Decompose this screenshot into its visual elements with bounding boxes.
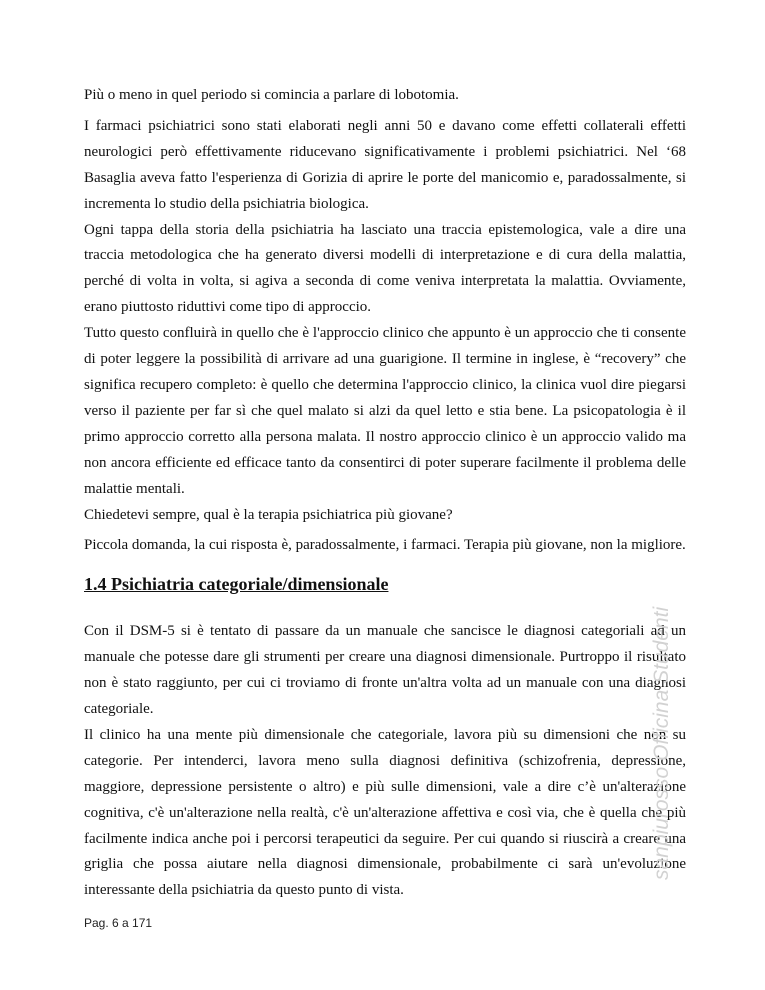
page-number: Pag. 6 a 171 (84, 916, 153, 930)
paragraph-clinical-approach: Tutto questo confluirà in quello che è l'approccio clinico che appunto è un approccio che ti consente di poter leggere la possibilità di arrivare ad una guarigione. Il termine in inglese, è “recovery” che significa recupero completo: è quello che determina l'approccio clinico, la clinica vuol dire piegarsi verso il paziente per far sì che quel malato si alzi da quel letto e stia bene. La psicopatologia è il primo approccio corretto alla persona malata. Il nostro approccio clinico è un approccio valido ma non ancora efficiente ed efficace tanto da consentirci di poter superare facilmente il problema delle malattie mentali. (84, 325, 686, 497)
paragraph-lobotomy: Più o meno in quel periodo si comincia a parlare di lobotomia. (84, 87, 459, 103)
paragraph-answer: Piccola domanda, la cui risposta è, paradossalmente, i farmaci. Terapia più giovane, non la migliore. (84, 537, 686, 554)
paragraph-dimensional-clinician: Il clinico ha una mente più dimensionale che categoriale, lavora più su dimensioni che non su categorie. Per intenderci, lavora meno sulla diagnosi definitiva (schizofrenia, depressione, maggiore, depressione persistente o altro) e più sulle dimensioni, vale a dire c’è un'alterazione cognitiva, c'è un'alterazione nella realtà, c'è un'alterazione affettiva e così via, che è quella che più facilmente indica anche poi i percorsi terapeutici da seguire. Per cui quando si riuscirà a creare una griglia che possa aiutare nella diagnosi dimensionale, probabilmente ci sarà un'evoluzione interessante della psichiatria da questo punto di vista. (84, 726, 686, 899)
body-text (84, 83, 686, 904)
watermark-text: sanpiurosso Officina Studenti (650, 606, 673, 880)
section-heading: 1.4 Psichiatria categoriale/dimensionale (84, 574, 389, 595)
paragraph-history-trace: Ogni tappa della storia della psichiatria ha lasciato una traccia epistemologica, vale a dire una traccia metodologica che ha generato diversi modelli di interpretazione e di cura della malattia, perché di volta in volta, si agiva a seconda di come veniva interpretata la malattia. Ovviamente, erano piuttosto riduttivi come tipo di approccio. (84, 221, 686, 316)
paragraph-dsm5: Con il DSM-5 si è tentato di passare da un manuale che sancisce le diagnosi categoriali ad un manuale che potesse dare gli strumenti per creare una diagnosi dimensionale. Purtroppo il risultato non è stato raggiunto, per cui ci troviamo di fronte un'altra volta ad un manuale con una diagnosi categoriale. (84, 623, 686, 718)
paragraph-psychiatric-drugs: I farmaci psichiatrici sono stati elaborati negli anni 50 e davano come effetti collaterali effetti neurologici però effettivamente riducevano significativamente i problemi psichiatrici. Nel ‘68 Basaglia aveva fatto l'esperienza di Gorizia di aprire le porte del manicomio e, paradossalmente, si incrementa lo studio della psichiatria biologica. (84, 117, 686, 212)
paragraph-question: Chiedetevi sempre, qual è la terapia psichiatrica più giovane? (84, 506, 453, 523)
